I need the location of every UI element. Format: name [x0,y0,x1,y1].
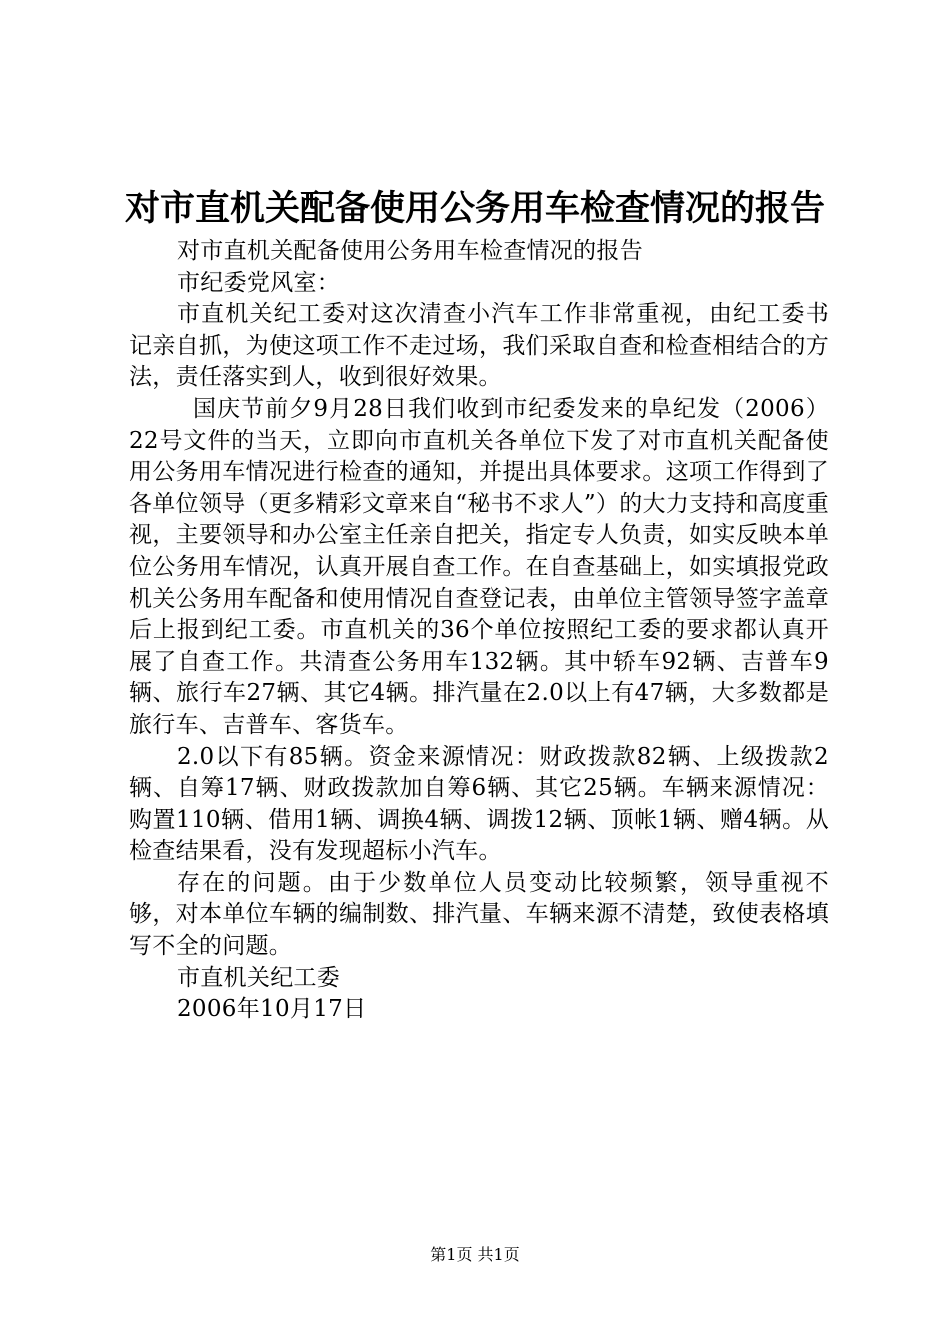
page-number-footer: 第1页 共1页 [430,1245,520,1264]
paragraph-process: 国庆节前夕9月28日我们收到市纪委发来的阜纪发（2006）22号文件的当天，立即向市直机关各单位下发了对市直机关配备使用公务用车情况进行检查的通知，并提出具体要求。这项工作得到了各单位领导（更多精彩文章来自“秘书不求人”）的大力支持和高度重视，主要领导和办公室主任亲自把关，指定专人负责，如实反映本单位公务用车情况，认真开展自查工作。在自查基础上，如实填报党政机关公务用车配备和使用情况自查登记表，由单位主管领导签字盖章后上报到纪工委。市直机关的36个单位按照纪工委的要求都认真开展了自查工作。共清查公务用车132辆。其中轿车92辆、吉普车9辆、旅行车27辆、其它4辆。排汽量在2.0以上有47辆，大多数都是旅行车、吉普车、客货车。 [129,395,829,738]
paragraph-problems: 存在的问题。由于少数单位人员变动比较频繁，领导重视不够，对本单位车辆的编制数、排汽量、车辆来源不清楚，致使表格填写不全的问题。 [129,869,829,960]
signature-org: 市直机关纪工委 [177,964,341,991]
report-subtitle: 对市直机关配备使用公务用车检查情况的报告 [177,238,643,264]
recipient-line: 市纪委党风室： [177,269,341,296]
paragraph-statistics: 2.0以下有85辆。资金来源情况：财政拨款82辆、上级拨款2辆、自筹17辆、财政拨款加自筹6辆、其它25辆。车辆来源情况：购置110辆、借用1辆、调换4辆、调拨12辆、顶帐1辆、赠4辆。从检查结果看，没有发现超标小汽车。 [129,743,829,865]
signature-date: 2006年10月17日 [177,996,367,1023]
paragraph-intro: 市直机关纪工委对这次清查小汽车工作非常重视，由纪工委书记亲自抓，为使这项工作不走过场，我们采取自查和检查相结合的方法，责任落实到人，收到很好效果。 [129,301,829,391]
document-body [129,236,829,1026]
document-title: 对市直机关配备使用公务用车检查情况的报告 [124,188,825,229]
